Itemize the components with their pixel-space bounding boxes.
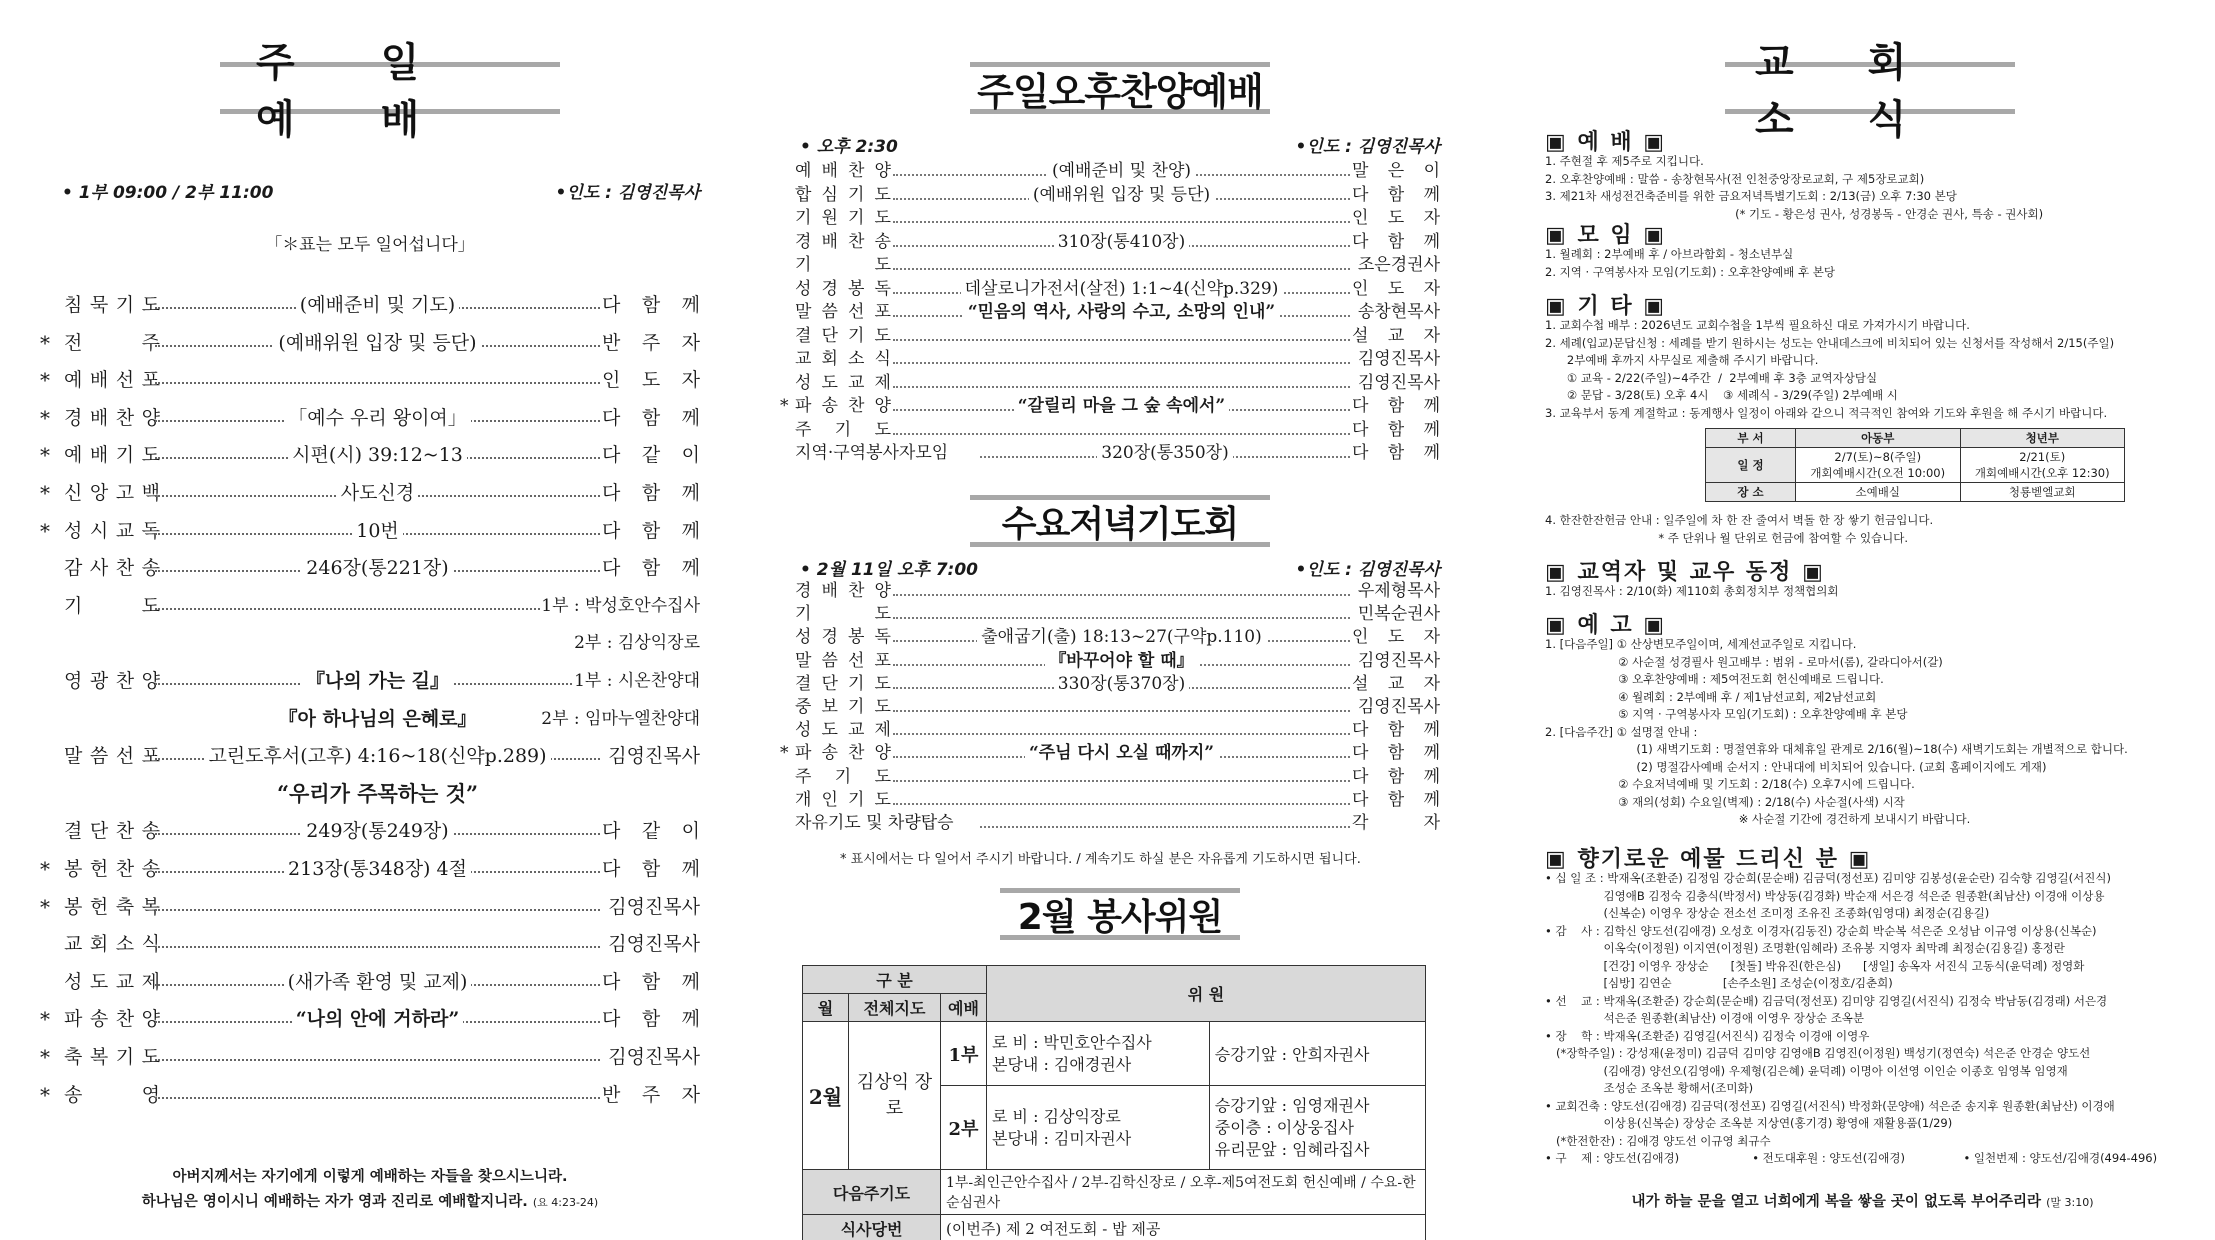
order-item — [790, 301, 1440, 324]
item-person: 각 자 — [1352, 813, 1440, 833]
order-item — [40, 929, 700, 959]
order-item — [40, 704, 700, 734]
order-item — [40, 365, 700, 395]
next-prayer-value: 1부-최인근안수집사 / 2부-김학신장로 / 오후-제5여전도회 헌신예배 / 수요-한순심권사 — [941, 1170, 1426, 1215]
item-label: 자유기도 및 차량탑승 — [795, 813, 954, 833]
afternoon-time: • 오후 2:30 — [800, 137, 898, 157]
item-content: “갈릴리 마을 그 숲 속에서” — [893, 395, 1350, 418]
news-line: • 교회건축 : 양도선(김애경) 김금덕(정선포) 김영길(서진식) 박정화(문양애) 석은준 송지후 원종환(최남산) 이경애 — [1545, 1098, 2115, 1113]
dot-leader — [893, 433, 1350, 435]
news-line: 1. 김영진목사 : 2/10(화) 제110회 총회정치부 정책협의회 — [1545, 584, 1839, 598]
item-person: 다 함 께 — [602, 967, 700, 997]
item-content: 고린도후서(고후) 4:16~18(신약p.289) — [155, 741, 600, 771]
item-label: 축 복 기 도 — [64, 1046, 160, 1068]
news-line: • 십 일 조 : 박재옥(조환준) 김정임 강순희(문순배) 김금덕(정선포) 김미양 김봉성(윤순란) 김숙향 김영길(서진식) — [1545, 871, 2111, 885]
item-person: 다 함 께 — [1352, 743, 1440, 764]
news-line: 4. 한잔한잔헌금 안내 : 일주일에 차 한 잔 줄여서 벽돌 한 장 쌓기 헌금입니다. — [1545, 513, 1934, 527]
worship-leader: •인도 : 김영진목사 — [555, 183, 700, 203]
order-item — [780, 395, 1440, 418]
item-label: 파 송 찬 양 — [795, 743, 891, 764]
news-line: 1. [다음주일] ① 산상변모주일이며, 세계선교주일로 지킵니다. — [1545, 637, 1857, 651]
order-item — [790, 278, 1440, 301]
order-item — [790, 719, 1440, 742]
order-item — [790, 626, 1440, 649]
dot-leader — [893, 710, 1350, 712]
order-item — [40, 892, 700, 922]
news-line: (2) 명절감사예배 순서지 : 안내대에 비치되어 있습니다. (교회 홈페이지에도 게재) — [1545, 759, 2047, 774]
dot-leader — [155, 1059, 600, 1061]
item-person: 다 함 께 — [602, 1004, 700, 1034]
item-person: 김영진목사 — [1352, 348, 1440, 371]
order-item — [790, 812, 1440, 835]
news-line: • 감 사 : 김학신 양도선(김애경) 오성호 이경자(김동진) 강순희 박순복 석은준 오성남 이규영 이상용(신복순) — [1545, 923, 2097, 938]
order-item — [40, 478, 700, 508]
order-item — [40, 516, 700, 546]
section-preview-lines — [1545, 636, 2180, 829]
item-content: 데살로니가전서(살전) 1:1~4(신약p.329) — [893, 278, 1350, 301]
th-gubun: 구 분 — [803, 966, 987, 994]
item-label: 성 경 봉 독 — [795, 627, 891, 648]
item-person: 설 교 자 — [1352, 673, 1440, 694]
item-label: 개 인 기 도 — [795, 789, 891, 810]
news-line: • 구 제 : 양도선(김애경) • 전도대후원 : 양도선(김애경) • 일천번제 : 양도선/김애경(494-496) — [1545, 1151, 2158, 1165]
item-person: 민복순권사 — [1352, 603, 1440, 626]
item-person: 다 함 께 — [1352, 419, 1440, 440]
th-district: 전체지도 — [849, 994, 941, 1022]
news-line: 조성순 조옥분 황해서(조미화) — [1545, 1081, 1754, 1095]
dot-leader — [155, 946, 600, 948]
order-item — [780, 742, 1440, 765]
cell-service-2: 2부 — [941, 1086, 987, 1170]
item-person: 김영진목사 — [602, 1042, 700, 1072]
stand-mark: * — [40, 1082, 50, 1107]
item-label: 파 송 찬 양 — [64, 1008, 160, 1031]
scripture-verse-1: 아버지께서는 자기에게 이렇게 예배하는 자들을 찾으시느니라. — [172, 1169, 568, 1185]
order-item — [40, 779, 700, 809]
item-person: 조은경권사 — [1352, 254, 1440, 277]
order-item — [790, 442, 1440, 465]
item-label: 교 회 소 식 — [64, 933, 160, 956]
news-line: ③ 재의(성회) 수요일(벽제) : 2/18(수) 사순절(사색) 시작 — [1545, 794, 1905, 809]
th-service: 예배 — [941, 994, 987, 1022]
order-item — [40, 666, 700, 696]
stand-mark: * — [40, 1007, 50, 1032]
cell-service-1-elevator: 승강기앞 : 안희자권사 — [1209, 1022, 1425, 1086]
item-person: 인 도 자 — [1352, 208, 1440, 228]
news-line: 1. 주현절 후 제5주로 지킵니다. — [1545, 154, 1704, 168]
order-item — [790, 696, 1440, 719]
item-person: 우제형목사 — [1352, 580, 1440, 603]
item-person: 다 함 께 — [1352, 184, 1440, 205]
news-line: 이옥숙(이정원) 이지연(이정원) 조명환(임혜라) 조유봉 지영자 최막례 최정순(김용길) 홍정란 — [1545, 941, 2065, 955]
news-line: (*한전한잔) : 김애경 양도선 이규영 최규수 — [1545, 1133, 1771, 1148]
item-person: 2부 : 임마누엘찬양대 — [541, 704, 700, 734]
item-person: 다 함 께 — [602, 403, 700, 433]
edu-children-schedule: 2/7(토)~8(주일) 개회예배시간(오전 10:00) — [1796, 448, 1961, 483]
item-content: (예배위원 입장 및 등단) — [155, 328, 600, 358]
section-offering-lines — [1545, 870, 2180, 1168]
worship-time: • 1부 09:00 / 2부 11:00 — [62, 183, 274, 203]
order-item — [40, 816, 700, 846]
item-content: “우리가 주목하는 것” — [155, 779, 600, 810]
item-label: 말 씀 선 포 — [795, 650, 891, 671]
volunteers-title: 2월 봉사위원 — [1000, 888, 1240, 940]
item-content: 320장(통350장) — [980, 442, 1350, 465]
edu-children-place: 소예배실 — [1796, 483, 1961, 502]
cell-service-2-others: 승강기앞 : 임영재권사 중이층 : 이상웅집사 유리문앞 : 임혜라집사 — [1209, 1086, 1425, 1170]
section-meeting-heading: ▣ 모 임 ▣ — [1545, 223, 1667, 248]
cell-service-1-lobby: 로 비 : 박민호안수집사 본당내 : 김애경권사 — [987, 1022, 1210, 1086]
dot-leader — [893, 780, 1350, 782]
item-label: 성 도 교 제 — [795, 720, 891, 741]
item-label: 기 도 — [795, 604, 891, 625]
item-person: 김영진목사 — [602, 892, 700, 922]
dot-leader — [893, 221, 1350, 223]
item-person: 다 함 께 — [602, 290, 700, 320]
item-person: 송창현목사 — [1352, 301, 1440, 324]
order-item — [790, 254, 1440, 277]
item-label: 봉 헌 축 복 — [64, 895, 160, 918]
news-line: (* 기도 - 황은성 권사, 성경봉독 - 안경순 권사, 특송 - 권사회) — [1545, 206, 2044, 221]
stand-mark: * — [40, 857, 50, 881]
news-line: (*장학주일) : 강성재(윤정미) 김금덕 김미양 김영애B 김영진(이정원) 백성기(정연숙) 석은준 안경순 양도선 — [1545, 1046, 2091, 1060]
th-month: 월 — [803, 994, 849, 1022]
order-item — [790, 789, 1440, 812]
item-label: 신 앙 고 백 — [64, 482, 160, 504]
item-label: 주 기 도 — [795, 766, 891, 787]
item-person: 다 함 께 — [1352, 789, 1440, 810]
news-line: ④ 월례회 : 2부예배 후 / 제1남선교회, 제2남선교회 — [1545, 689, 1877, 704]
section-etc-after — [1545, 512, 2180, 547]
item-person: 설 교 자 — [1352, 325, 1440, 346]
item-label: 성 경 봉 독 — [795, 278, 891, 299]
order-item — [790, 603, 1440, 626]
order-item — [790, 650, 1440, 673]
order-item — [790, 419, 1440, 442]
item-label: 말 씀 선 포 — [795, 302, 891, 322]
item-label: 결 단 기 도 — [795, 325, 891, 346]
news-line: 1. 교회수첩 배부 : 2026년도 교회수첩을 1부씩 필요하신 대로 가져가시기 바랍니다. — [1545, 318, 1970, 332]
news-line: • 선 교 : 박재옥(조환준) 강순희(문순배) 김금덕(정선포) 김미양 김영길(서진식) 김정숙 박남동(김경래) 서은경 — [1545, 993, 2108, 1008]
meal-duty-label: 식사당번 — [803, 1215, 941, 1240]
dot-leader — [980, 826, 1350, 828]
item-content: 330장(통370장) — [893, 673, 1350, 696]
item-label: 예 배 기 도 — [64, 444, 160, 467]
news-line: (1) 새벽기도회 : 명절연휴와 대체휴일 관계로 2/16(월)~18(수) 새벽기도회는 개별적으로 합니다. — [1545, 742, 2128, 756]
volunteers-table — [802, 965, 1426, 1240]
item-content: 『나의 가는 길』 — [155, 666, 600, 696]
item-person: 다 같 이 — [602, 816, 700, 846]
dot-leader — [893, 339, 1350, 341]
order-item — [40, 591, 700, 621]
cell-service-1: 1부 — [941, 1022, 987, 1086]
item-label: 감 사 찬 송 — [64, 557, 160, 580]
wednesday-time: • 2월 11일 오후 7:00 — [800, 560, 978, 580]
item-content: 시편(시) 39:12~13 — [155, 440, 600, 470]
order-item — [40, 553, 700, 583]
edu-youth-schedule: 2/21(토) 개회예배시간(오후 12:30) — [1960, 448, 2125, 483]
item-content: (새가족 환영 및 교제) — [155, 967, 600, 997]
cell-service-2-lobby: 로 비 : 김상익장로 본당내 : 김미자권사 — [987, 1086, 1210, 1170]
stand-mark: * — [40, 405, 50, 430]
dot-leader — [893, 803, 1350, 805]
section-offering-heading: ▣ 향기로운 예물 드리신 분 ▣ — [1545, 847, 1872, 872]
item-content: “나의 안에 거하라” — [155, 1004, 600, 1034]
news-line: 2. [다음주간] ① 설명절 안내 : — [1545, 724, 1698, 739]
news-line: 2. 오후찬양예배 : 말씀 - 송창현목사(전 인천중앙장로교회, 구 제5장로교회) — [1545, 171, 1925, 186]
dot-leader — [893, 594, 1350, 596]
order-item — [40, 1042, 700, 1072]
item-label: 경 배 찬 송 — [795, 231, 891, 252]
order-item — [790, 372, 1440, 395]
news-line: 김영애B 김정숙 김충식(박정서) 박상동(김경화) 박순재 서은경 석은준 원종환(최남산) 이경애 이상용 — [1545, 888, 2105, 903]
item-person: 김영진목사 — [1352, 372, 1440, 395]
dot-leader — [893, 362, 1350, 364]
item-content: 「예수 우리 왕이여」 — [155, 403, 600, 433]
dot-leader — [893, 268, 1350, 270]
item-person: 인 도 자 — [602, 365, 700, 395]
news-line: ③ 오후찬양예배 : 제5여전도회 헌신예배로 드립니다. — [1545, 672, 1884, 686]
church-news-column — [1545, 0, 2180, 1240]
dot-leader — [893, 386, 1350, 388]
item-label: 경 배 찬 양 — [795, 581, 891, 601]
item-person: 다 함 께 — [1352, 766, 1440, 787]
section-worship-heading: ▣ 예 배 ▣ — [1545, 130, 1667, 155]
news-line: 1. 월례회 : 2부예배 후 / 아브라함회 - 청소년부실 — [1545, 247, 1794, 261]
item-person: 다 함 께 — [602, 516, 700, 546]
order-item — [790, 766, 1440, 789]
order-item — [40, 967, 700, 997]
dot-leader — [155, 1097, 600, 1099]
news-line: [건강] 이영우 장상순 [첫돌] 박유진(한은심) [생일] 송옥자 서진식 고동식(윤덕례) 정영화 — [1545, 958, 2085, 973]
item-person: 다 함 께 — [602, 553, 700, 583]
dot-leader — [893, 617, 1350, 619]
item-label: 결 단 찬 송 — [64, 820, 160, 843]
wednesday-note: * 표시에서는 다 일어서 주시기 바랍니다. / 계속기도 하실 분은 자유롭게 기도하시면 됩니다. — [840, 852, 1361, 867]
item-label: 주 기 도 — [795, 419, 891, 440]
cell-district: 김상익 장로 — [849, 1022, 941, 1170]
item-label: 성 시 교 독 — [64, 519, 160, 542]
news-line: 2부예배 후까지 사무실로 제출해 주시기 바랍니다. — [1545, 353, 1819, 367]
item-label: 기 도 — [795, 255, 891, 275]
item-content: (예배준비 및 찬양) — [893, 160, 1350, 183]
news-line: 3. 교육부서 동계 계절학교 : 동계행사 일정이 아래와 같으니 적극적인 참여와 기도와 후원을 해 주시기 바랍니다. — [1545, 405, 2108, 420]
item-content: “믿음의 역사, 사랑의 수고, 소망의 인내” — [893, 301, 1350, 324]
order-item — [790, 348, 1440, 371]
item-label: 성 도 교 제 — [64, 970, 160, 993]
item-content: 249장(통249장) — [155, 816, 600, 846]
dot-leader — [155, 608, 600, 610]
edu-youth-place: 청룡벧엘교회 — [1960, 483, 2125, 502]
news-line: ① 교육 - 2/22(주일)~4주간 / 2부예배 후 3층 교역자상담실 — [1545, 370, 1878, 385]
stand-mark: * — [780, 396, 789, 416]
section-preview-heading: ▣ 예 고 ▣ — [1545, 613, 1667, 638]
news-line: ⑤ 지역 · 구역봉사자 모임(기도회) : 오후찬양예배 후 본당 — [1545, 707, 1908, 721]
item-person: 다 함 께 — [602, 478, 700, 508]
edu-row-place: 장 소 — [1706, 483, 1796, 502]
dot-leader — [893, 733, 1350, 735]
item-person: 1부 : 시온찬양대 — [574, 666, 700, 696]
order-item — [40, 440, 700, 470]
stand-mark: * — [40, 443, 50, 468]
item-label: 예 배 선 포 — [64, 369, 160, 392]
item-content: 10번 — [155, 516, 600, 546]
item-label: 지역·구역봉사자모임 — [795, 443, 949, 463]
wednesday-prayer-title: 수요저녁기도회 — [970, 495, 1270, 547]
item-person: 다 함 께 — [602, 854, 700, 884]
wednesday-leader: •인도 : 김영진목사 — [1295, 560, 1440, 580]
item-content: “주님 다시 오실 때까지” — [893, 742, 1350, 765]
item-content: 사도신경 — [155, 478, 600, 508]
order-item — [790, 184, 1440, 207]
stand-mark: * — [40, 894, 50, 919]
section-meeting-lines — [1545, 246, 2180, 281]
item-label: 봉 헌 찬 송 — [64, 858, 160, 880]
item-person: 반 주 자 — [602, 328, 700, 358]
cell-month: 2월 — [803, 1022, 849, 1170]
item-label: 송 영 — [64, 1083, 160, 1106]
order-item — [790, 207, 1440, 230]
section-staff-heading: ▣ 교역자 및 교우 동정 ▣ — [1545, 560, 1825, 585]
stand-mark: * — [40, 518, 50, 543]
order-item — [790, 673, 1440, 696]
section-staff-lines — [1545, 583, 2180, 601]
item-label: 침 묵 기 도 — [64, 294, 160, 316]
edu-th-children: 아동부 — [1796, 429, 1961, 448]
news-line: 2. 세례(입교)문답신청 : 세례를 받기 원하시는 성도는 안내데스크에 비치되어 있는 신청서를 작성해서 2/15(주일) — [1545, 335, 2115, 350]
sunday-worship-column — [40, 0, 700, 1240]
stand-note: 「＊표는 모두 일어섭니다」 — [265, 235, 475, 255]
afternoon-worship-column — [780, 0, 1440, 1240]
item-label: 예 배 찬 양 — [795, 161, 891, 181]
section-etc-heading: ▣ 기 타 ▣ — [1545, 294, 1667, 319]
item-person: 2부 : 김상익장로 — [574, 628, 700, 658]
sunday-worship-title: 주 일 예 배 — [220, 62, 560, 114]
item-label: 전 주 — [64, 331, 160, 354]
stand-mark: * — [40, 368, 50, 393]
item-content: (예배준비 및 기도) — [155, 290, 600, 320]
item-label: 중 보 기 도 — [795, 697, 891, 717]
item-content: (예배위원 입장 및 등단) — [893, 184, 1350, 207]
stand-mark: * — [780, 743, 789, 764]
closing-verse: 내가 하늘 문을 열고 너희에게 복을 쌓을 곳이 없도록 부어주리라 (말 3:10) — [1631, 1194, 2094, 1210]
news-line: ② 수요저녁예배 및 기도회 : 2/18(수) 오후7시에 드립니다. — [1545, 777, 1915, 791]
item-label: 교 회 소 식 — [795, 349, 891, 369]
news-line: 3. 제21차 새성전건축준비를 위한 금요저녁특별기도회 : 2/13(금) 오후 7:30 본당 — [1545, 189, 1957, 203]
section-worship-lines — [1545, 153, 2180, 223]
news-line: 석은준 원종환(최남산) 이경애 이영우 장상순 조옥분 — [1545, 1011, 1865, 1025]
item-label: 기 원 기 도 — [795, 208, 891, 228]
order-item — [40, 741, 700, 771]
church-news-title: 교 회 소 식 — [1725, 62, 2015, 114]
item-label: 합 심 기 도 — [795, 184, 891, 205]
news-line: ※ 사순절 기간에 경건하게 보내시기 바랍니다. — [1545, 812, 1971, 826]
edu-th-dept: 부 서 — [1706, 429, 1796, 448]
item-label: 기 도 — [64, 594, 160, 617]
dot-leader — [155, 382, 600, 384]
item-person: 다 함 께 — [1352, 720, 1440, 741]
edu-th-youth: 청년부 — [1960, 429, 2125, 448]
item-person: 다 함 께 — [1352, 443, 1440, 463]
order-item — [790, 580, 1440, 603]
th-members: 위 원 — [987, 966, 1426, 1022]
order-item — [790, 325, 1440, 348]
item-person: 김영진목사 — [602, 741, 700, 771]
item-content: 246장(통221장) — [155, 553, 600, 583]
stand-mark: * — [40, 330, 50, 355]
next-prayer-label: 다음주기도 — [803, 1170, 941, 1215]
stand-mark: * — [40, 1045, 50, 1069]
item-content: 출애굽기(출) 18:13~27(구약p.110) — [893, 626, 1350, 649]
item-person: 다 함 께 — [1352, 396, 1440, 416]
order-item — [790, 160, 1440, 183]
item-person: 다 함 께 — [1352, 231, 1440, 252]
item-content: 310장(통410장) — [893, 231, 1350, 254]
item-person: 1부 : 박성호안수집사 — [541, 591, 700, 621]
meal-duty-value: (이번주) 제 2 여전도회 - 밥 제공 — [941, 1215, 1426, 1240]
order-item — [40, 854, 700, 884]
order-item — [790, 231, 1440, 254]
item-label: 성 도 교 제 — [795, 372, 891, 393]
news-line: * 주 단위나 월 단위로 헌금에 참여할 수 있습니다. — [1545, 530, 1909, 545]
news-line: 이상용(신복순) 장상순 조옥분 지상연(홍기경) 황영애 재활용품(1/29) — [1545, 1116, 1953, 1130]
afternoon-leader: •인도 : 김영진목사 — [1295, 137, 1440, 157]
item-person: 김영진목사 — [602, 929, 700, 959]
news-line: ② 사순절 성경필사 원고배부 : 범위 - 로마서(롬), 갈라디아서(갈) — [1545, 654, 1943, 669]
item-content: 213장(통348장) 4절 — [155, 854, 600, 884]
order-item — [40, 628, 700, 658]
item-label: 결 단 기 도 — [795, 673, 891, 694]
section-etc-lines — [1545, 317, 2180, 422]
order-item — [40, 1080, 700, 1110]
item-label: 경 배 찬 양 — [64, 406, 160, 429]
item-content: 『아 하나님의 은혜로』 — [155, 704, 600, 734]
item-label: 파 송 찬 양 — [795, 396, 891, 416]
order-item — [40, 403, 700, 433]
news-line: ② 문답 - 3/28(토) 오후 4시 ③ 세례식 - 3/29(주일) 2부예배 시 — [1545, 388, 1898, 402]
item-person: 인 도 자 — [1352, 627, 1440, 648]
news-line: (김애경) 양선오(김영애) 우제형(김은혜) 윤덕례) 이명아 이선영 이인순 이종호 임영복 임영재 — [1545, 1063, 2068, 1078]
item-person: 인 도 자 — [1352, 278, 1440, 299]
item-person: 다 같 이 — [602, 440, 700, 470]
news-line: • 장 학 : 박재옥(조환준) 김영길(서진식) 김정숙 이경애 이영우 — [1545, 1028, 1870, 1043]
order-item — [40, 290, 700, 320]
stand-mark: * — [40, 481, 50, 505]
afternoon-worship-title: 주일오후찬양예배 — [970, 62, 1270, 114]
item-content: 『바꾸어야 할 때』 — [893, 650, 1350, 673]
item-person: 말 은 이 — [1352, 161, 1440, 181]
item-person: 김영진목사 — [1352, 696, 1440, 719]
item-person: 김영진목사 — [1352, 650, 1440, 673]
news-line: [심방] 김연순 [손주소원] 조성순(이정호/김춘희) — [1545, 976, 1893, 990]
order-item — [40, 328, 700, 358]
dot-leader — [155, 909, 600, 911]
scripture-verse-2: 하나님은 영이시니 예배하는 자가 영과 진리로 예배할지니라. (요 4:23-24) — [141, 1194, 599, 1210]
news-line: 2. 지역 · 구역봉사자 모임(기도회) : 오후찬양예배 후 본당 — [1545, 264, 1836, 279]
edu-row-schedule: 일 정 — [1706, 448, 1796, 483]
order-item — [40, 1004, 700, 1034]
news-line: (신복순) 이영우 장상순 전소선 조미정 조유진 조종화(임영대) 최정순(김용길) — [1545, 906, 1990, 920]
item-label: 영 광 찬 양 — [64, 670, 160, 692]
education-schedule-table — [1705, 428, 2125, 502]
item-person: 반 주 자 — [602, 1080, 700, 1110]
item-label: 말 씀 선 포 — [64, 745, 160, 768]
